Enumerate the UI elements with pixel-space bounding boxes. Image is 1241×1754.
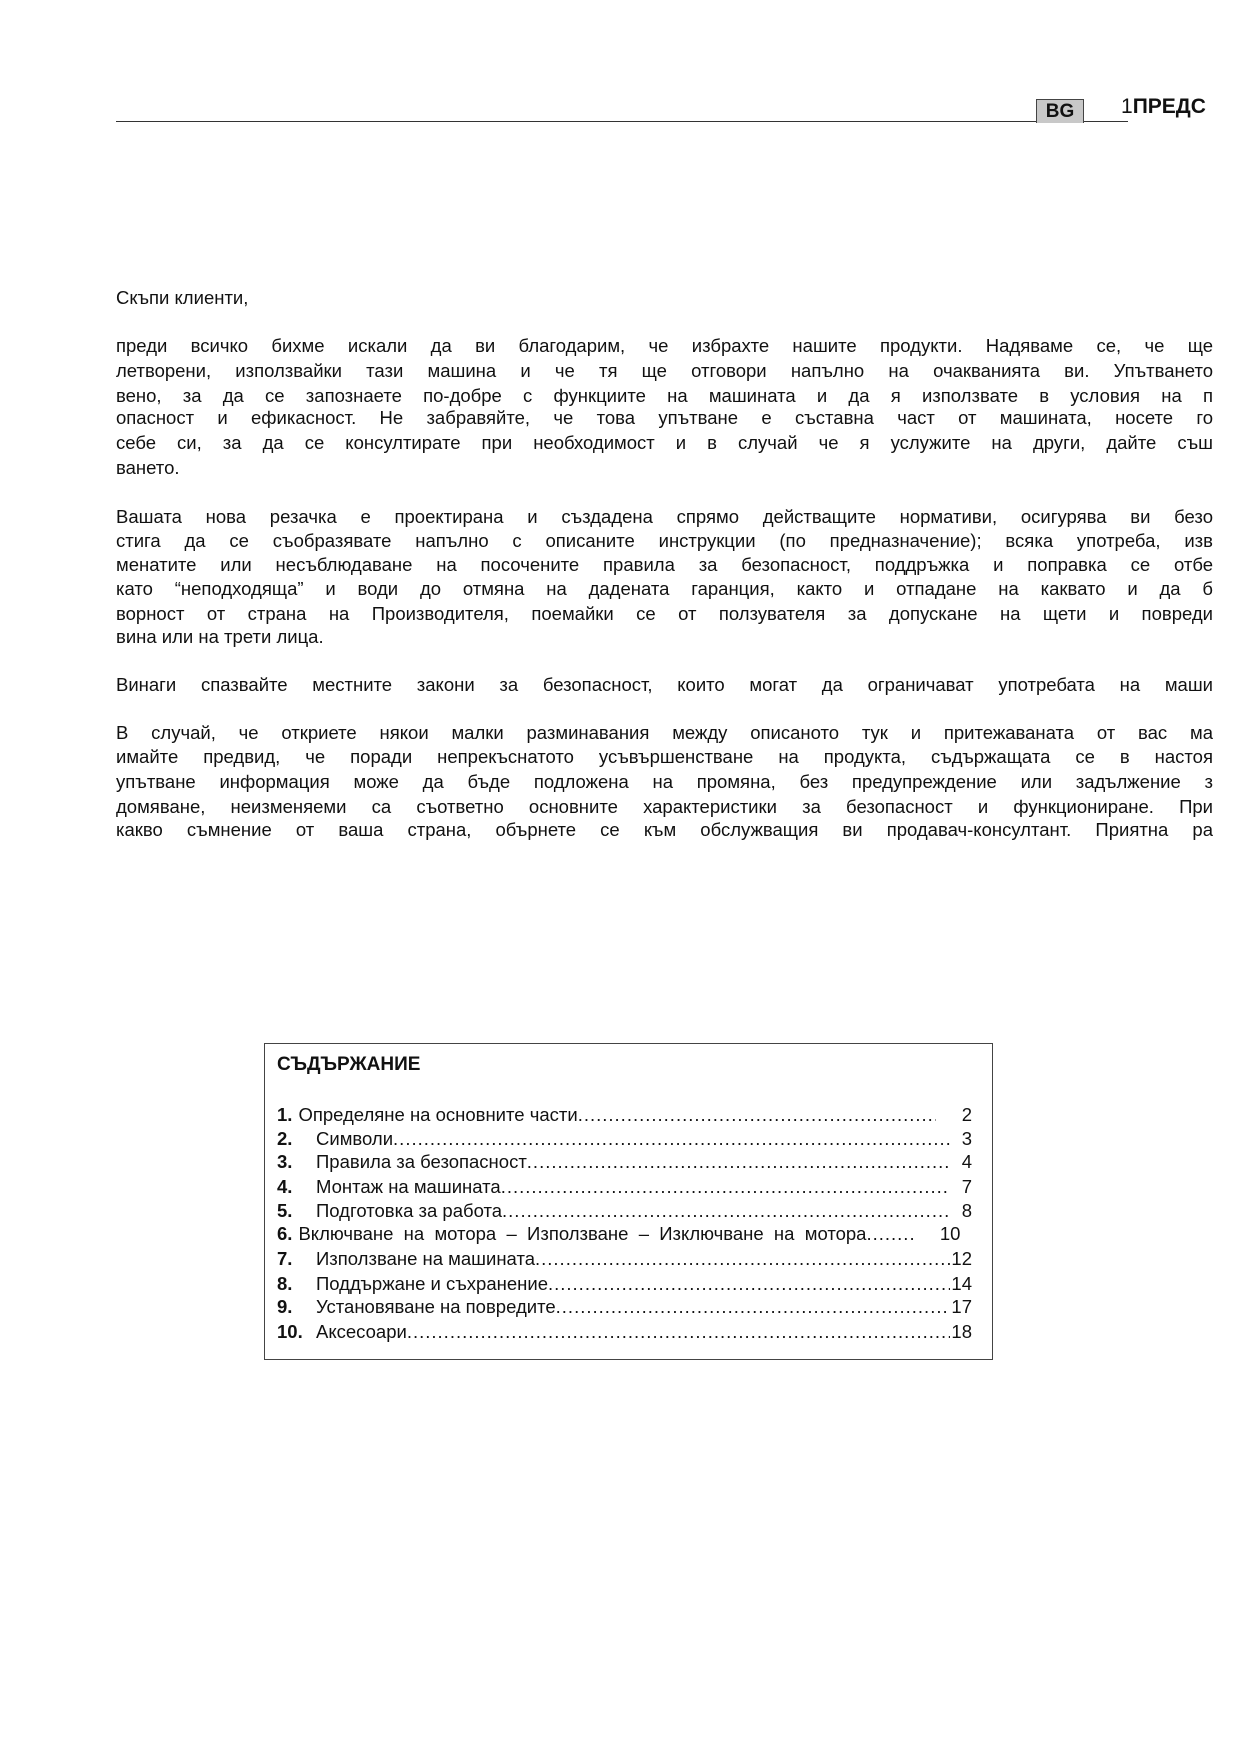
text-line: преди всичко бихме искали да ви благодарим, че избрахте нашите продукти. Надяваме се, че ще bbox=[116, 335, 1213, 356]
dot-leader bbox=[556, 1295, 950, 1318]
toc-item[interactable] bbox=[277, 1272, 972, 1295]
toc-label: Правила за безопасност bbox=[316, 1151, 527, 1172]
toc-number: 2. bbox=[277, 1128, 293, 1149]
text-line: стига да се съобразявате напълно с описаните инструкции (по предназначение); всяка употреба, изв bbox=[116, 530, 1213, 551]
text-line: вено, за да се запознаете по-добре с функциите на машината и да я използвате в условия на п bbox=[116, 385, 1213, 406]
toc-title: СЪДЪРЖАНИЕ bbox=[277, 1054, 421, 1075]
toc-page: 4 bbox=[961, 1151, 972, 1172]
text-line: ворност от страна на Производителя, поемайки се от ползувателя за допускане на щети и повреди bbox=[116, 603, 1213, 624]
toc-item[interactable] bbox=[277, 1150, 972, 1173]
toc-item[interactable] bbox=[277, 1320, 972, 1343]
text-line: опасност и ефикасност. Не забравяйте, че това упътване е съставна част от машината, носете го bbox=[116, 407, 1213, 428]
toc-page: 18 bbox=[951, 1321, 972, 1342]
toc-page: 12 bbox=[951, 1248, 972, 1269]
toc-item[interactable] bbox=[277, 1103, 972, 1126]
toc-page: 17 bbox=[951, 1296, 972, 1317]
toc-label: Установяване на повредите bbox=[316, 1296, 556, 1317]
toc-label: Символи bbox=[316, 1128, 394, 1149]
toc-label: Монтаж на машината bbox=[316, 1176, 501, 1197]
toc-number: 1. bbox=[277, 1104, 293, 1125]
toc-label: Използване на машината bbox=[316, 1248, 535, 1269]
toc-item[interactable] bbox=[277, 1127, 972, 1150]
toc-item[interactable] bbox=[277, 1295, 972, 1318]
language-badge: BG bbox=[1036, 99, 1084, 123]
toc-page: 3 bbox=[961, 1128, 972, 1149]
dot-leader bbox=[393, 1127, 950, 1150]
toc-number: 9. bbox=[277, 1296, 293, 1317]
toc-label: Включване на мотора – Използване – Изключване на мотора bbox=[298, 1223, 867, 1244]
toc-page: 8 bbox=[961, 1200, 972, 1221]
text-line: упътване информация може да бъде подложена на промяна, без предупреждение или задължение з bbox=[116, 771, 1213, 792]
toc-number: 4. bbox=[277, 1176, 293, 1197]
toc-label: Подготовка за работа bbox=[316, 1200, 503, 1221]
text-line: домяване, неизменяеми са съответно основните характеристики за безопасност и функциониране. При bbox=[116, 796, 1213, 817]
greeting: Скъпи клиенти, bbox=[116, 287, 249, 308]
toc-label: Поддържане и съхранение bbox=[316, 1273, 548, 1294]
text-line: В случай, че откриете някои малки разминавания между описаното тук и притежаваната от вас ма bbox=[116, 722, 1213, 743]
dot-leader bbox=[527, 1150, 950, 1173]
toc-number: 8. bbox=[277, 1273, 293, 1294]
table-of-contents bbox=[264, 1043, 993, 1360]
text-line: имайте предвид, че поради непрекъснатото усъвършенстване на продукта, съдържащата се в настоя bbox=[116, 746, 1213, 767]
toc-label: Определяне на основните части bbox=[298, 1104, 578, 1125]
text-line: какво съмнение от ваша страна, обърнете се към обслужващия ви продавач-консултант. Приятна ра bbox=[116, 819, 1213, 840]
toc-page: 10 bbox=[939, 1223, 961, 1244]
dot-leader bbox=[407, 1320, 950, 1343]
toc-item[interactable] bbox=[277, 1222, 1067, 1245]
text-line: като “неподходяща” и води до отмяна на дадената гаранция, както и отпадане на каквато и да б bbox=[116, 578, 1213, 599]
toc-page: 2 bbox=[961, 1104, 972, 1125]
toc-number: 10. bbox=[277, 1321, 303, 1342]
toc-number: 5. bbox=[277, 1200, 293, 1221]
toc-number: 7. bbox=[277, 1248, 293, 1269]
text-line: менатите или несъблюдаване на посочените правила за безопасност, поддръжка и поправка се отбе bbox=[116, 554, 1213, 575]
toc-item[interactable] bbox=[277, 1247, 972, 1270]
dot-leader bbox=[535, 1247, 950, 1270]
toc-page: 7 bbox=[961, 1176, 972, 1197]
dot-leader bbox=[548, 1272, 950, 1295]
text-line: себе си, за да се консултирате при необходимост и в случай че я услужите на други, дайте съш bbox=[116, 432, 1213, 453]
toc-page: 14 bbox=[951, 1273, 972, 1294]
text-line: ването. bbox=[116, 457, 180, 478]
text-line: вина или на трети лица. bbox=[116, 626, 324, 647]
toc-number: 6. bbox=[277, 1223, 293, 1244]
dot-leader bbox=[502, 1199, 950, 1222]
dot-leader bbox=[578, 1103, 936, 1126]
toc-item[interactable] bbox=[277, 1199, 972, 1222]
toc-item[interactable] bbox=[277, 1175, 972, 1198]
text-line: летворени, използвайки тази машина и че тя ще отговори напълно на очакванията ви. Упътването bbox=[116, 360, 1213, 381]
text-line: Винаги спазвайте местните закони за безопасност, които могат да ограничават употребата на маши bbox=[116, 674, 1213, 695]
toc-label: Аксесоари bbox=[316, 1321, 407, 1342]
dot-leader bbox=[866, 1222, 916, 1245]
dot-leader bbox=[501, 1175, 950, 1198]
section-title: ПРЕДС bbox=[1132, 95, 1206, 118]
page-number: 1 bbox=[1121, 95, 1133, 118]
text-line: Вашата нова резачка е проектирана и създадена спрямо действащите нормативи, осигурява ви безо bbox=[116, 506, 1213, 527]
toc-number: 3. bbox=[277, 1151, 293, 1172]
